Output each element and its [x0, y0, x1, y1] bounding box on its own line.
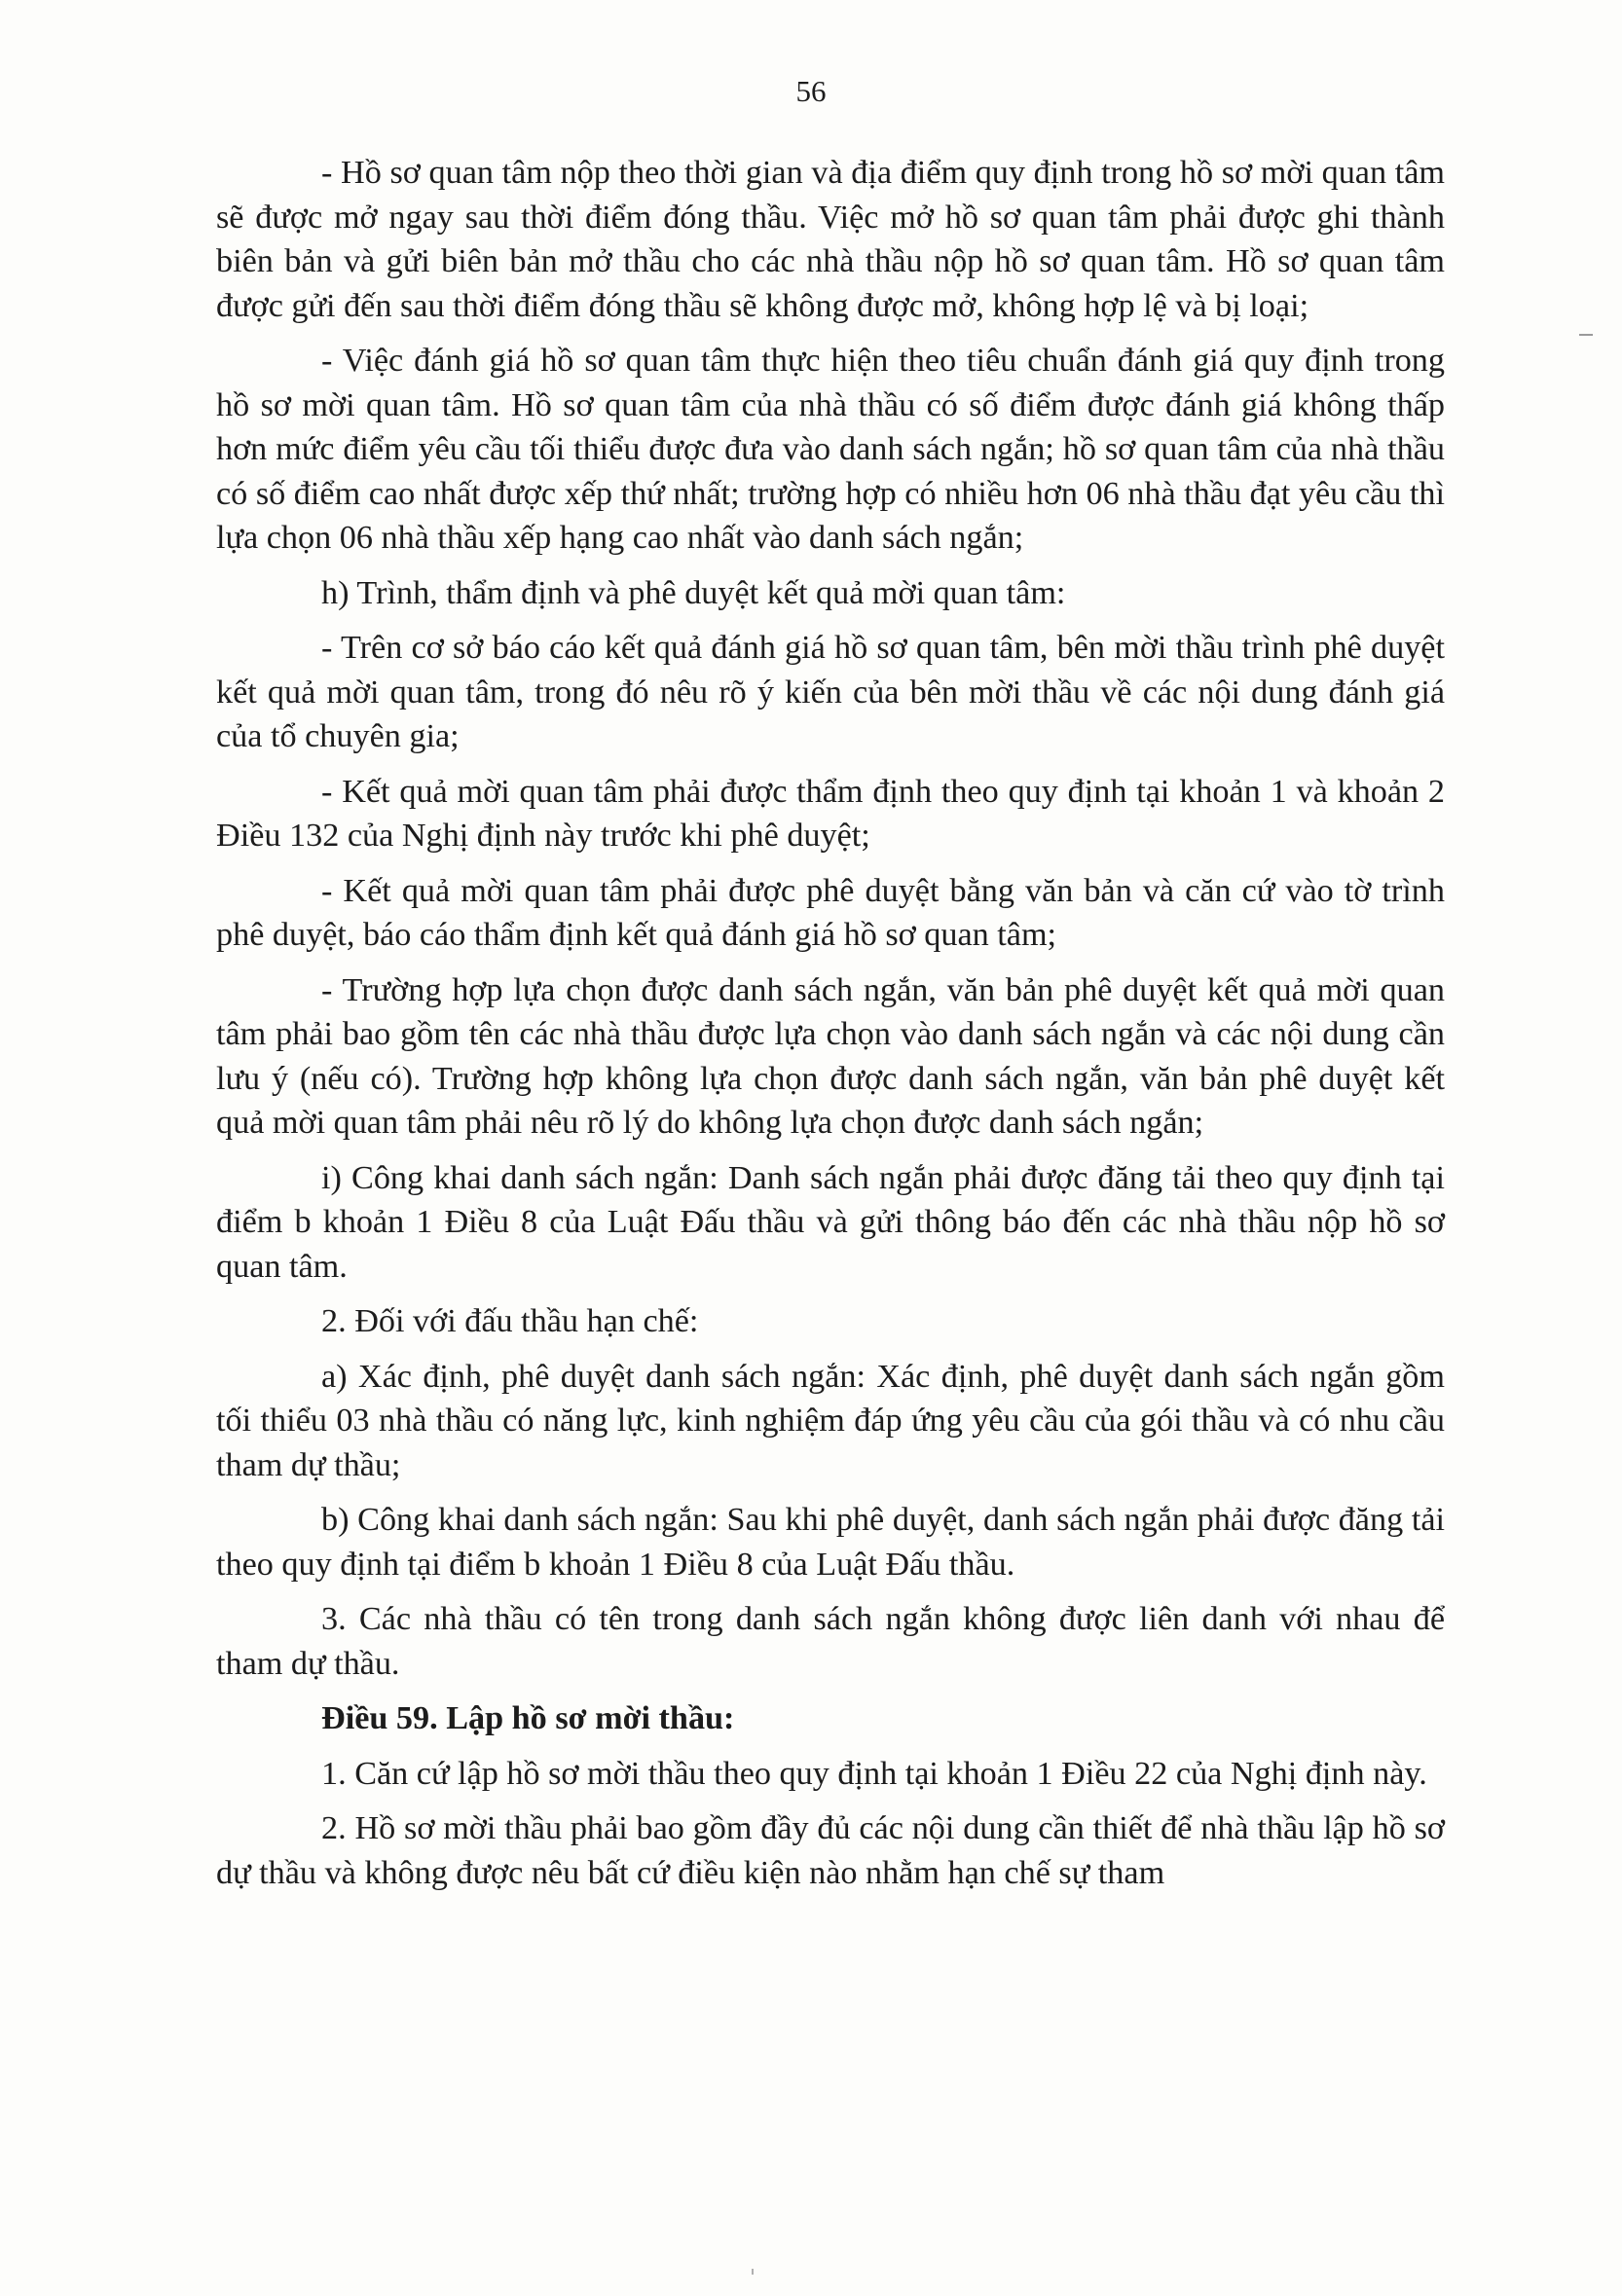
document-body	[216, 151, 1445, 1906]
paragraph-open-eoi: - Hồ sơ quan tâm nộp theo thời gian và địa điểm quy định trong hồ sơ mời quan tâm sẽ được mở ngay sau thời điểm đóng thầu. Việc mở hồ sơ quan tâm phải được ghi thành biên bản và gửi biên bản mở thầu cho các nhà thầu nộp hồ sơ quan tâm. Hồ sơ quan tâm được gửi đến sau thời điểm đóng thầu sẽ không được mở, không hợp lệ và bị loại;	[216, 155, 1445, 324]
paragraph-item-b: b) Công khai danh sách ngắn: Sau khi phê duyệt, danh sách ngắn phải được đăng tải theo quy định tại điểm b khoản 1 Điều 8 của Luật Đấu thầu.	[216, 1502, 1445, 1583]
paragraph-section-3: 3. Các nhà thầu có tên trong danh sách ngắn không được liên danh với nhau để tham dự thầu.	[216, 1601, 1445, 1682]
paragraph-appraisal: - Kết quả mời quan tâm phải được thẩm định theo quy định tại khoản 1 và khoản 2 Điều 132 của Nghị định này trước khi phê duyệt;	[216, 773, 1445, 854]
paragraph-item-a: a) Xác định, phê duyệt danh sách ngắn: Xác định, phê duyệt danh sách ngắn gồm tối thiểu 03 nhà thầu có năng lực, kinh nghiệm đáp ứng yêu cầu của gói thầu và có nhu cầu tham dự thầu;	[216, 1358, 1445, 1483]
page-number: 56	[795, 74, 827, 108]
article-heading: Điều 59. Lập hồ sơ mời thầu:	[321, 1700, 735, 1736]
paragraph-article-clause-1: 1. Căn cứ lập hồ sơ mời thầu theo quy định tại khoản 1 Điều 22 của Nghị định này.	[321, 1755, 1427, 1792]
scan-mark	[752, 2269, 754, 2275]
paragraph-evaluate-eoi: - Việc đánh giá hồ sơ quan tâm thực hiện theo tiêu chuẩn đánh giá quy định trong hồ sơ mời quan tâm. Hồ sơ quan tâm của nhà thầu có số điểm được đánh giá không thấp hơn mức điểm yêu cầu tối thiểu được đưa vào danh sách ngắn; hồ sơ quan tâm của nhà thầu có số điểm cao nhất được xếp thứ nhất; trường hợp có nhiều hơn 06 nhà thầu đạt yêu cầu thì lựa chọn 06 nhà thầu xếp hạng cao nhất vào danh sách ngắn;	[216, 343, 1445, 556]
paragraph-approval: - Kết quả mời quan tâm phải được phê duyệt bằng văn bản và căn cứ vào tờ trình phê duyệt, báo cáo thẩm định kết quả đánh giá hồ sơ quan tâm;	[216, 872, 1445, 953]
margin-mark	[1579, 334, 1593, 336]
paragraph-shortlist-cases: - Trường hợp lựa chọn được danh sách ngắn, văn bản phê duyệt kết quả mời quan tâm phải bao gồm tên các nhà thầu được lựa chọn vào danh sách ngắn và các nội dung cần lưu ý (nếu có). Trường hợp không lựa chọn được danh sách ngắn, văn bản phê duyệt kết quả mời quan tâm phải nêu rõ lý do không lựa chọn được danh sách ngắn;	[216, 971, 1445, 1141]
paragraph-item-h: h) Trình, thẩm định và phê duyệt kết quả mời quan tâm:	[321, 574, 1066, 611]
paragraph-article-clause-2: 2. Hồ sơ mời thầu phải bao gồm đầy đủ các nội dung cần thiết để nhà thầu lập hồ sơ dự thầu và không được nêu bất cứ điều kiện nào nhằm hạn chế sự tham	[216, 1810, 1445, 1891]
paragraph-section-2: 2. Đối với đấu thầu hạn chế:	[321, 1303, 699, 1339]
paragraph-item-i: i) Công khai danh sách ngắn: Danh sách ngắn phải được đăng tải theo quy định tại điểm b khoản 1 Điều 8 của Luật Đấu thầu và gửi thông báo đến các nhà thầu nộp hồ sơ quan tâm.	[216, 1159, 1445, 1285]
paragraph-submit-results: - Trên cơ sở báo cáo kết quả đánh giá hồ sơ quan tâm, bên mời thầu trình phê duyệt kết quả mời quan tâm, trong đó nêu rõ ý kiến của bên mời thầu về các nội dung đánh giá của tổ chuyên gia;	[216, 630, 1445, 754]
